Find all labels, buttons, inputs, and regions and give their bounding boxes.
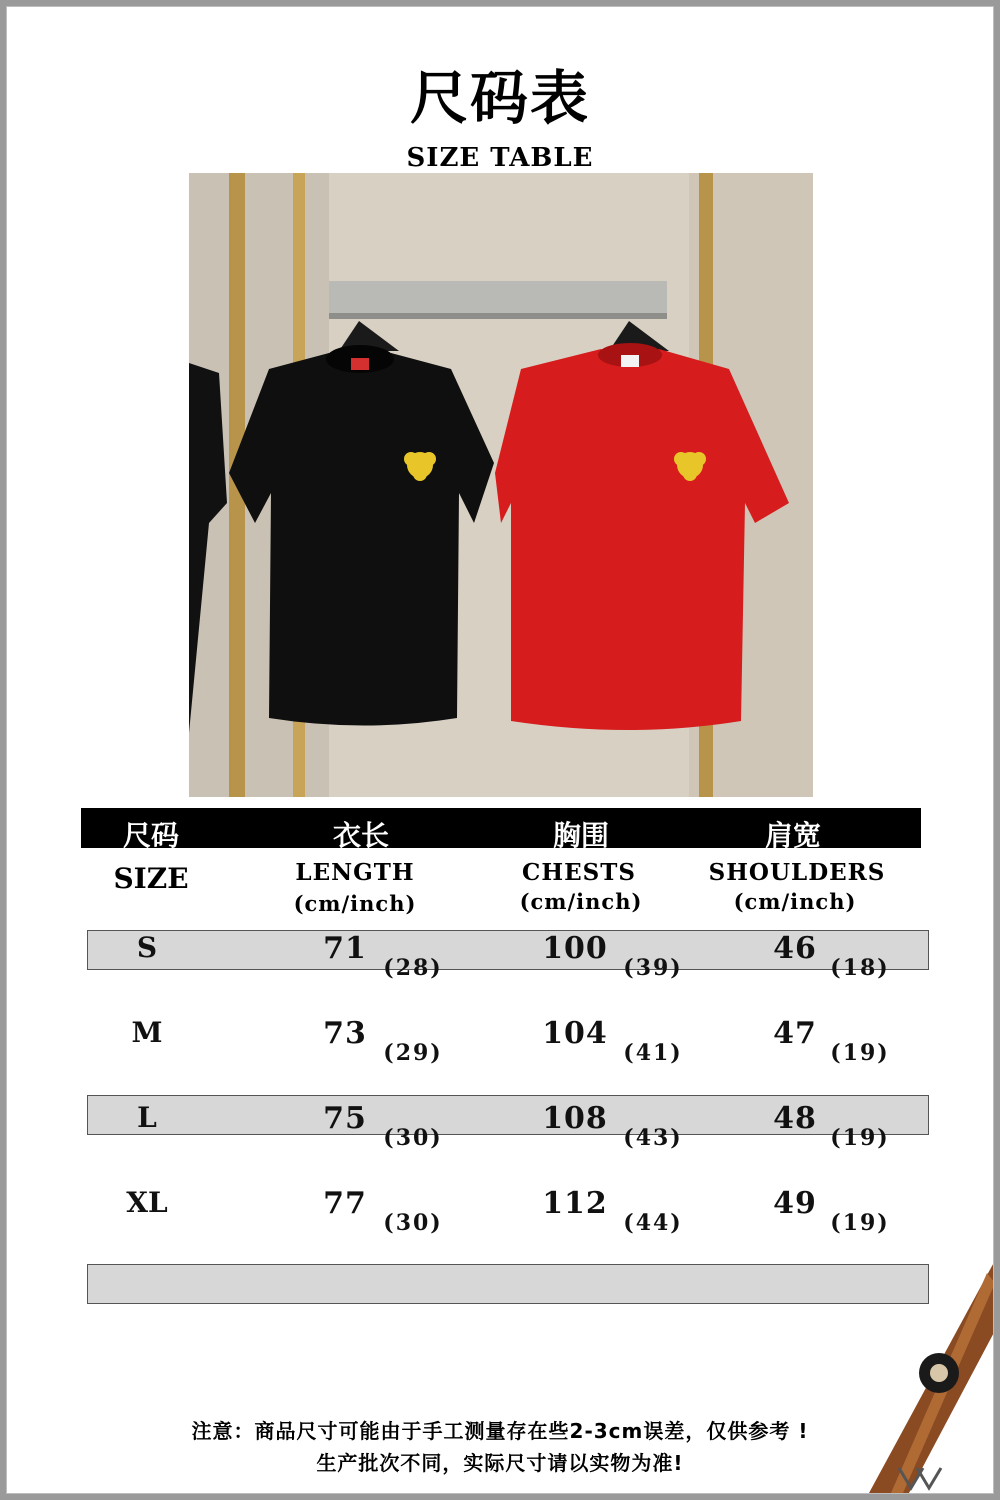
length-inch: (30)	[383, 1125, 443, 1151]
shoulder-cm: 49	[773, 1186, 817, 1221]
length-inch: (29)	[383, 1040, 443, 1066]
length-cm: 77	[323, 1186, 367, 1221]
note-measurement: 注意：商品尺寸可能由于手工测量存在些2-3cm误差，仅供参考 !	[191, 1419, 809, 1443]
size-cell: XL	[126, 1186, 168, 1219]
row-stripe	[87, 1264, 929, 1304]
table-row	[7, 1016, 993, 1096]
chest-inch: (41)	[623, 1040, 683, 1066]
header-size-cn: 尺码	[122, 819, 180, 852]
length-cm: 71	[323, 931, 367, 966]
header-chest-en: CHESTS	[522, 859, 636, 886]
table-row	[7, 931, 993, 1011]
header-length-unit: (cm/inch)	[293, 891, 417, 916]
size-cell: L	[137, 1101, 157, 1134]
size-chart-sheet	[6, 6, 994, 1494]
length-cm: 75	[323, 1101, 367, 1136]
chest-cm: 108	[542, 1101, 608, 1136]
note-batch: 生产批次不同，实际尺寸请以实物为准!	[316, 1451, 684, 1475]
shoulder-inch: (19)	[830, 1210, 890, 1236]
shoulder-cm: 46	[773, 931, 817, 966]
title-chinese: 尺码表	[409, 64, 590, 132]
shoulder-cm: 48	[773, 1101, 817, 1136]
header-shoulder-en: SHOULDERS	[708, 859, 886, 886]
table-row	[7, 1186, 993, 1266]
header-chest-unit: (cm/inch)	[519, 889, 643, 914]
length-cm: 73	[323, 1016, 367, 1051]
size-cell: M	[131, 1016, 163, 1049]
leather-strap-decoration	[869, 1253, 994, 1493]
length-inch: (28)	[383, 955, 443, 981]
title-english: SIZE TABLE	[406, 143, 594, 173]
header-chest-cn: 胸围	[552, 819, 610, 852]
chest-cm: 112	[542, 1186, 608, 1221]
shoulder-inch: (18)	[830, 955, 890, 981]
shoulder-cm: 47	[773, 1016, 817, 1051]
shoulder-inch: (19)	[830, 1040, 890, 1066]
chest-cm: 104	[542, 1016, 608, 1051]
tshirts-illustration	[189, 173, 813, 797]
header-length-en: LENGTH	[295, 859, 415, 886]
table-header-bar	[81, 808, 921, 852]
header-length-cn: 衣长	[332, 819, 390, 852]
chest-inch: (44)	[623, 1210, 683, 1236]
size-cell: S	[136, 931, 158, 964]
header-shoulder-cn: 肩宽	[764, 819, 822, 852]
table-row	[7, 1101, 993, 1181]
chest-inch: (43)	[623, 1125, 683, 1151]
product-photo	[189, 173, 813, 797]
shoulder-inch: (19)	[830, 1125, 890, 1151]
chest-cm: 100	[542, 931, 608, 966]
chest-inch: (39)	[623, 955, 683, 981]
length-inch: (30)	[383, 1210, 443, 1236]
header-size-en: SIZE	[113, 862, 189, 895]
header-shoulder-unit: (cm/inch)	[733, 889, 857, 914]
